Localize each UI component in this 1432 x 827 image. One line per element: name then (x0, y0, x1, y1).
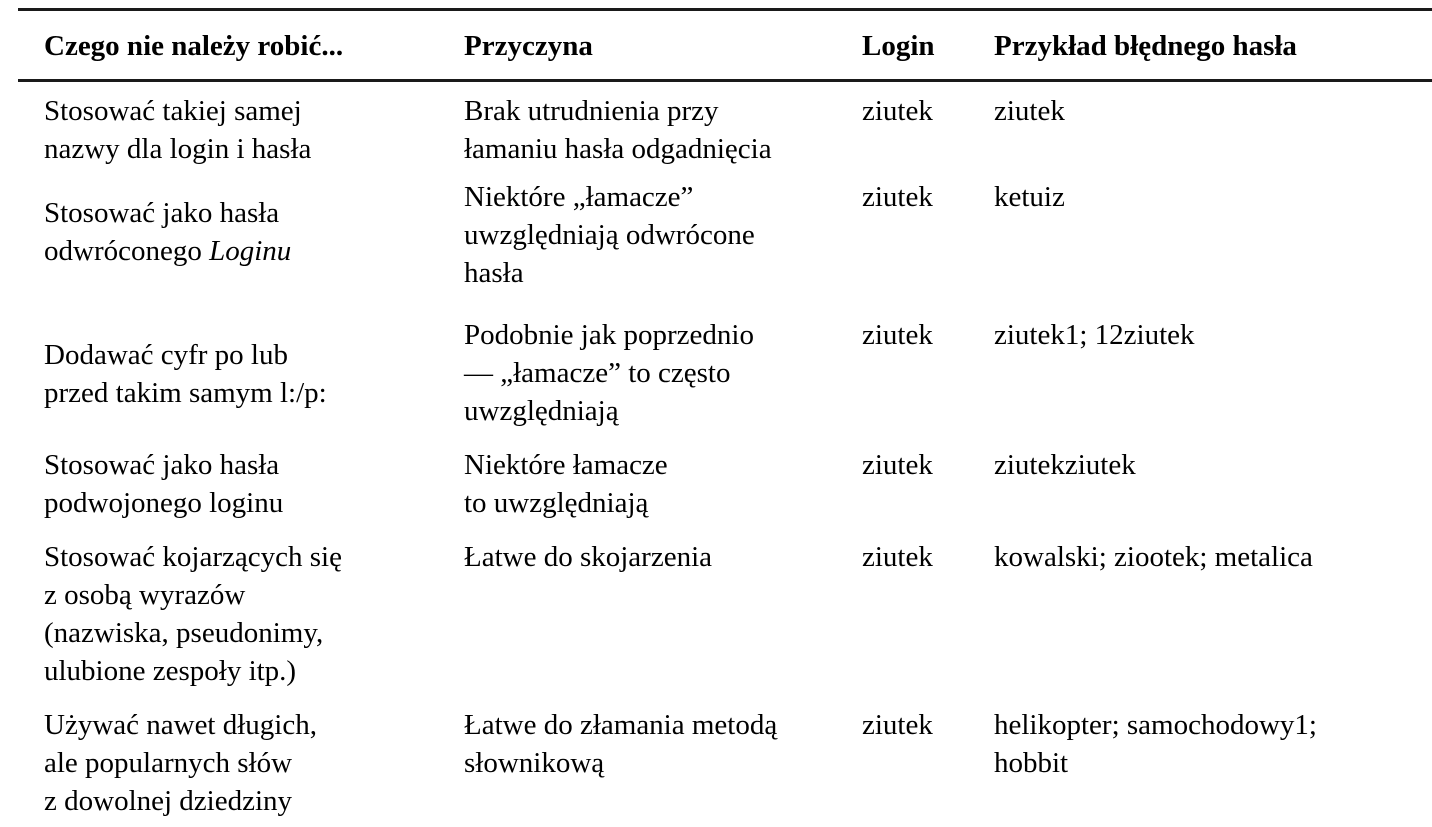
cell-dont (18, 706, 438, 826)
cell-line: ziutekziutek (994, 449, 1136, 481)
cell-login: ziutek (862, 95, 933, 127)
cell-reason (438, 446, 836, 538)
cell-line: Dodawać cyfr po lub (44, 339, 288, 371)
cell-line: ulubione zespoły itp.) (44, 655, 297, 687)
cell-line: hobbit (994, 747, 1069, 779)
cell-line: Stosować takiej samej (44, 95, 302, 127)
cell-reason (438, 92, 836, 178)
table-header-row (18, 11, 1432, 79)
password-mistakes-table (18, 8, 1432, 826)
cell-dont (18, 92, 438, 178)
cell-text-italic: Loginu (209, 235, 292, 267)
cell-line: Podobnie jak poprzednio (464, 319, 754, 351)
cell-reason (438, 316, 836, 446)
cell-line: nazwy dla login i hasła (44, 133, 312, 165)
header-reason: Przyczyna (464, 30, 593, 62)
cell-line: kowalski; ziootek; metalica (994, 541, 1313, 573)
table-row (18, 706, 1432, 826)
cell-line: ziutek (994, 95, 1065, 127)
cell-example (968, 706, 1432, 826)
cell-dont (18, 316, 438, 446)
cell-line: Używać nawet długich, (44, 709, 317, 741)
cell-line: helikopter; samochodowy1; (994, 709, 1317, 741)
cell-reason (438, 706, 836, 826)
table-row (18, 316, 1432, 446)
cell-example (968, 538, 1432, 706)
cell-line: uwzględniają odwrócone (464, 219, 755, 251)
cell-line: — „łamacze” to często (464, 357, 731, 389)
header-bottom-rule (18, 79, 1432, 82)
cell-text: odwróconego (44, 235, 210, 267)
cell-line: z dowolnej dziedziny (44, 785, 293, 817)
cell-line: łamaniu hasła odgadnięcia (464, 133, 772, 165)
table-row (18, 446, 1432, 538)
table-row (18, 92, 1432, 178)
cell-example (968, 92, 1432, 178)
header-example: Przykład błędnego hasła (994, 30, 1297, 62)
table-row (18, 178, 1432, 316)
cell-example (968, 178, 1432, 316)
cell-line: ketuiz (994, 181, 1065, 213)
cell-example (968, 316, 1432, 446)
cell-line: ziutek1; 12ziutek (994, 319, 1195, 351)
cell-line: hasła (464, 257, 524, 289)
cell-line: Stosować jako hasła (44, 197, 280, 229)
cell-line: słownikową (464, 747, 605, 779)
header-login: Login (862, 30, 935, 62)
cell-line: (nazwiska, pseudonimy, (44, 617, 324, 649)
cell-line: ale popularnych słów (44, 747, 293, 779)
cell-reason (438, 538, 836, 706)
cell-line: Stosować jako hasła (44, 449, 280, 481)
cell-login: ziutek (862, 319, 933, 351)
cell-example (968, 446, 1432, 538)
cell-line: Niektóre łamacze (464, 449, 668, 481)
cell-line: Stosować kojarzących się (44, 541, 342, 573)
cell-line: przed takim samym l:/p: (44, 377, 327, 409)
cell-dont (18, 538, 438, 706)
cell-line: Łatwe do skojarzenia (464, 541, 713, 573)
cell-line: Niektóre „łamacze” (464, 181, 694, 213)
cell-line: z osobą wyrazów (44, 579, 246, 611)
cell-login: ziutek (862, 709, 933, 741)
cell-line: Łatwe do złamania metodą (464, 709, 778, 741)
table-row (18, 538, 1432, 706)
cell-dont (18, 178, 438, 316)
cell-reason (438, 178, 836, 316)
cell-line (44, 232, 438, 270)
cell-login: ziutek (862, 181, 933, 213)
cell-line: uwzględniają (464, 395, 619, 427)
cell-line: Brak utrudnienia przy (464, 95, 719, 127)
cell-login: ziutek (862, 449, 933, 481)
cell-line: podwojonego loginu (44, 487, 284, 519)
cell-dont (18, 446, 438, 538)
header-dont: Czego nie należy robić... (44, 30, 344, 62)
cell-login: ziutek (862, 541, 933, 573)
cell-line: to uwzględniają (464, 487, 649, 519)
